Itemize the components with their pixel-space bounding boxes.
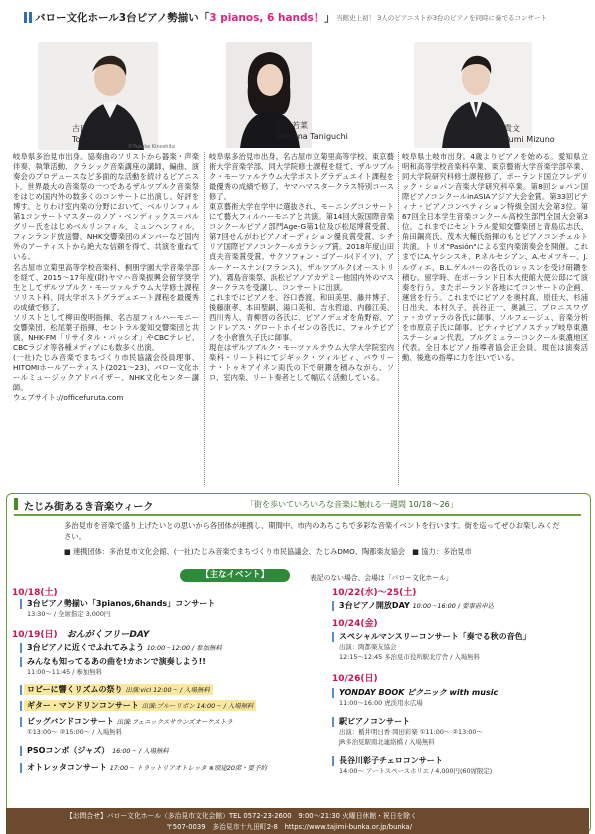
event-detail: ①13:00〜 ②15:00〜 / 入場無料 <box>27 728 122 736</box>
event-extra: 10:00〜12:00 / 参加無料 <box>146 644 222 652</box>
performer-bio-mizuno <box>402 152 588 486</box>
performer-name-mizuno <box>488 123 555 145</box>
event-name: スペシャルマンスリーコンサート「奏でる秋の音色」 <box>339 632 531 641</box>
performer-name-ja: 水野貴文 <box>488 124 520 133</box>
event-title: ビッグバンドコンサート <box>27 717 114 726</box>
performer-name-taniguchi <box>276 120 348 142</box>
event-detail: 11:00〜11:45 / 参加無料 <box>27 668 103 676</box>
heading-rule <box>14 514 581 516</box>
event-extra: 出演:フェニックスサウンズオーケストラ <box>116 718 233 726</box>
main-events-label: 【主なイベント】 <box>180 569 290 582</box>
event-detail: 13:30〜 / 全席指定 3,000円 <box>27 610 111 618</box>
page-subtitle: 当館史上初！ 3人のピアニストが3台のピアノを同時に奏でるコンサート <box>336 14 547 22</box>
event-detail: 11:00〜16:00 虎渓用水広場 <box>339 699 423 707</box>
event-detail: 出演：陶都楽友協会 <box>339 643 397 651</box>
column-divider <box>398 152 399 485</box>
event-title: ギター・マンドリンコンサート <box>27 701 139 710</box>
event-extra: 出演:ブルーリボン 14:00〜 / 入場無料 <box>141 702 254 710</box>
performer-name-en: Takafumi Mizuno <box>488 135 555 144</box>
title-bar <box>24 8 584 28</box>
event-name <box>27 762 267 773</box>
bio-paragraph: 岐阜県土岐市出身。4歳よりピアノを始める。愛知県立明和高等学校音楽科卒業、東京藝術大学音楽学部卒業、同大学院研究科修士課程修了、ポーランド国立フレデリック・ショパン音楽大学研究科卒業。第8回ショパン国際ピアノコンクールinASIAアジア大会金賞。第33回ピティナ・ピアノコンペティション特級全国大会第3位。第67回全日本学生音楽コンクール高校生部門全国大会第3位。これまでにセントラル愛知交響楽団と青島広志氏、角田鋼亮氏、茂木大輔氏指揮のもとピアノコンチェルト共演。トリオ"Pasión"による室内楽演奏会を開催。これまでにA.ヤシンスキ、P.ネルセシアン、A.セメツキー、J.ルヴィエ、B.L.ゲルバーの各氏のレッスンを受け研鑽を積む。留学時、在ポーランド日本大使館大使公邸にて演奏を行う。またポーランド各地にてコンサートの企画、運営を行う。これまでにピアノを奥村真、原佳大、杉浦日出夫、本村久子、長谷正一、奥誠三、プロニスワヴァ・カヴァラの各氏に師事、ソルフェージュ、音楽分析を市原京子氏に師事。ピティナピアノステップ岐阜東濃ステーション代表。ブルグミュラーコンクール東濃地区代表。全日本ピアノ指導者協会正会員。現在は演奏活動、後進の指導に力を注いでいる。 <box>402 152 588 362</box>
event-title: 3台ピアノに近くでふれてみよう <box>27 643 144 652</box>
event-title: PSOコンボ（ジャズ） <box>27 746 110 755</box>
bio-paragraph: 東京藝術大学在学中に選抜され、モーニングコンサートにて藝大フィルハーモニアと共演。第14回大阪国際音楽コンクールピアノ部門Age-G第1位及び松尾博賞受賞、第7回せんがわピアノオーディション優良賞受賞、シチリア国際ピアノコンクールカラシッブ賞。2018年度山田貞夫音楽賞受賞。サクソフォン・ゴアール(ドイツ)、アルーケースナン(フランス)、ザルツブルク(オーストリア)、霧島音楽祭、浜松ピアノアカデミー他国内外のマスタークラスを受講し、コンサートに出演。 <box>209 202 394 292</box>
partner-info: ■ 連携団体：多治見市文化会館、(一社)たじみ音楽でまちづくり市民協議会、たじみDMO、陶都楽友協会 ■ 協力：多治見市 <box>64 547 472 556</box>
column-divider <box>204 152 205 485</box>
event-bullet <box>20 685 22 695</box>
schedule-day: 10/18(土) <box>12 588 58 598</box>
event-name <box>339 600 494 611</box>
bio-paragraph: 名古屋市立菊里高等学校音楽科、桐朋学園大学音楽学部を経て、2015〜17年度(財)ヤマハ音楽振興会留学奨学生としてザルツブルク・モーツァルテウム大学修士課程ソリスト科、同大学ポストグラデュエート課程を最優秀の成績で修了。 <box>13 262 199 312</box>
address-line: 〒507-0039 多治見市十九田町2-8 https://www.tajimi-bunka.or.jp/bunka/ <box>166 823 412 831</box>
section-mark <box>14 498 18 510</box>
title-highlight: 3 pianos, 6 hands！ <box>209 12 325 24</box>
music-week-intro: 多治見市を音楽で盛り上げたいとの思いから各団体が連携し、期間中、市内のあちこちで多彩な音楽イベントを行います。街を巡ってぜひお楽しみください。 <box>64 521 560 541</box>
event-bullet <box>332 717 334 727</box>
event-name <box>24 684 213 695</box>
performer-name-en: Tomoya Furuta <box>72 135 131 144</box>
performer-name-en: Wakana Taniguchi <box>276 132 348 141</box>
event-bullet <box>20 599 22 609</box>
event-name: 駅ピアノコンサート <box>339 717 410 726</box>
bio-paragraph: 岐阜県多治見市出身。協奏曲のソリストから器楽・声楽伴奏、執筆活動、クラシック音楽講座の講師、編曲、演奏会のプロデュースなど多面的な活動を続けるピアニスト。世界最大の音楽祭の一つであるザルツブルク音楽祭をはじめ国内外の数多くのコンサートに出演し、好評を博す。とりわけ室内楽の分野において、ベルリンフィル第1コンサートマスターのノア・ベンディックス＝バルグリー氏をはじめベルリンフィル、ミュンヘンフィル、フィンランド放送響、NHK交響楽団のメンバーなど国内外のアーティストから絶大な信頼を得て、共演を重ねている。 <box>13 152 199 262</box>
bio-website: ウェブサイト://officefuruta.com <box>13 393 124 403</box>
schedule-day: 10/24(金) <box>332 619 378 629</box>
title-suffix: 」 <box>324 12 335 24</box>
bio-paragraph: 岐阜県多治見市出身。名古屋市立菊里高等学校、東京藝術大学音楽学部、同大学院修士課程を経て、ザルツブルク・モーツァルテウム大学ポストグラデュエイト課程を最優秀の成績で修了。ヤマハマスタークラス特別コース修了。 <box>209 152 394 202</box>
event-bullet <box>20 746 22 756</box>
event-detail: 出演：楯井明日香 岡田彩楽 ①11:00〜 ②13:00〜 <box>339 728 483 736</box>
event-title: ロビーに響くリズムの祭り <box>27 685 123 694</box>
photo-credit: ©Yusuke Kinoshita <box>128 144 175 150</box>
event-bullet <box>332 601 334 611</box>
event-name <box>27 716 233 727</box>
contact-footer <box>6 808 589 834</box>
schedule-day-date: 10/19(日) <box>12 630 58 640</box>
title-prefix: バロー文化ホール3台ピアノ勢揃い「 <box>35 12 210 24</box>
title-mark-2 <box>29 12 32 23</box>
event-extra: 17:00〜 トラットリアオトレッタ ※別途20席・要予約 <box>109 764 267 772</box>
music-week-tagline: 「街を歩いていろいろな音楽に触れる一週間 10/18〜26」 <box>246 500 458 509</box>
event-extra: 10:00〜16:00 / 要事前申込 <box>412 602 494 610</box>
music-week-heading: たじみ街あるき音楽ウィーク <box>24 502 154 513</box>
schedule-day-theme: おんがくフリーDAY <box>66 630 150 640</box>
performer-name-furuta <box>72 123 131 145</box>
event-title: 3台ピアノ開放DAY <box>339 601 410 610</box>
event-bullet <box>20 643 22 653</box>
bio-paragraph: ソリストとして柳田俊明指揮、名古屋フィルハーモニー交響楽団、松尾葉子指揮、セントラル愛知交響楽団と共演。NHK-FM「リサイタル・パッシオ」やCBCテレビ、CBCラジオ等各種メディアにも数多く出演。 <box>13 312 199 352</box>
event-title: オトレッタコンサート <box>27 763 107 772</box>
bio-paragraph: (一社)たじみ音楽でまちづくり市民協議会役員理事、HITOMIホールアーティスト(2021〜23)、バロー文化ホールミュージックアドバイザー、NHK文化センター講師。 <box>13 352 199 393</box>
performer-name-ja: 谷口若菜 <box>276 121 308 130</box>
event-name <box>24 700 256 711</box>
event-name: 長谷川彰子チェロコンサート <box>339 756 443 765</box>
bio-paragraph: 現在はザルツブルク・モーツァルテウム大学大学院室内楽科・リート科にてジギック・ツィルビィ、パウリーナ・トゥキアイネン両氏の下で研鑽を積みながら、ソロ、室内楽、リート奏者として幅広く活動している。 <box>209 342 394 383</box>
contact-line: 【お問合せ】バロー文化ホール（多治見市文化会館）TEL 0572-23-2600 9:00〜21:30 火曜日休館・祝日を除く <box>66 812 417 820</box>
venue-note: 表記のない場合、会場は「バロー文化ホール」 <box>310 574 453 582</box>
performer-name-ja: 古田友哉 <box>72 124 104 133</box>
event-bullet <box>20 701 22 711</box>
schedule-day: 10/26(日) <box>332 674 378 684</box>
event-name: みんなも知ってるあの曲を!カホンで演奏しよう!! <box>27 657 206 666</box>
schedule-day <box>12 627 149 640</box>
event-name: YONDAY BOOK ピクニック with music <box>339 688 499 697</box>
schedule-day: 10/22(水)〜25(土) <box>332 588 417 598</box>
event-detail: 12:15〜12:45 多治見市役所駅北庁舎 / 入場無料 <box>339 653 480 661</box>
title-mark <box>24 12 27 23</box>
performer-bio-furuta <box>13 152 199 486</box>
event-detail: JR多治見駅南北連絡橋 / 入場無料 <box>339 738 435 746</box>
event-extra: 16:00〜 / 入場無料 <box>112 747 169 755</box>
event-extra: 出演:vicl 12:00〜 / 入場無料 <box>125 686 210 694</box>
event-detail: 14:00〜 アートスペースホリエ / 4,000円(60席限定) <box>339 767 493 775</box>
event-name: 3台ピアノ勢揃い「3pianos,6hands」コンサート <box>27 599 216 608</box>
performer-bio-taniguchi <box>209 152 394 486</box>
bio-paragraph: これまでにピアノを、谷口香渡、和田美里、藤井博子、後藤康孝、本田聖嗣、湯口美和、吉永哲道、内藤江美、西川秀人、青柳晋の各氏に、ピアノデュオを角野裕、アンドレアス・グロートホイゼンの各氏に、フォルテピアノを小倉貴久子氏に師事。 <box>209 292 394 342</box>
event-name <box>27 642 222 653</box>
event-bullet <box>20 657 22 667</box>
event-bullet <box>20 717 22 727</box>
event-name <box>27 745 169 756</box>
event-bullet <box>332 632 334 642</box>
event-bullet <box>20 763 22 773</box>
event-bullet <box>332 688 334 698</box>
page-title <box>35 10 335 25</box>
event-bullet <box>332 756 334 766</box>
